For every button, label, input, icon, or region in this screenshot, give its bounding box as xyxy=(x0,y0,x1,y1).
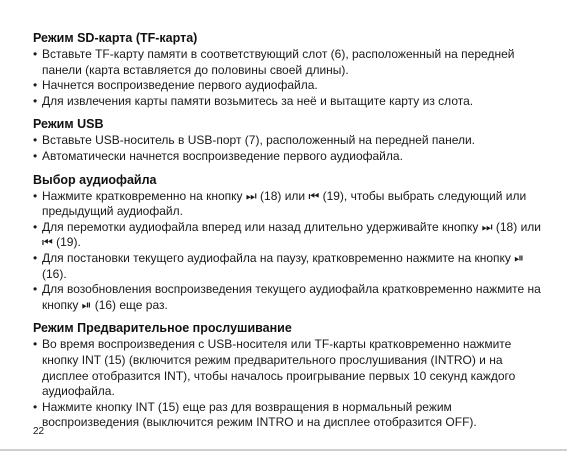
list-item-text: Для перемотки аудиофайла вперед или назад длительно удерживайте кнопку ⏭ (18) или ⏮ (19). xyxy=(42,219,541,250)
section-title: Режим SD-карта (TF-карта) xyxy=(33,31,198,45)
section-usb-mode xyxy=(33,116,543,164)
list-item: • Начнется воспроизведение первого аудиофайла. xyxy=(33,78,318,93)
list-item: • Вставьте USB-носитель в USB-порт (7), расположенный на передней панели. xyxy=(33,133,476,148)
list-item-text: Начнется воспроизведение первого аудиофайла. xyxy=(42,78,318,93)
section-title: Выбор аудиофайла xyxy=(33,172,157,187)
section-title: Режим USB xyxy=(33,117,104,132)
section-title: Режим Предварительное прослушивание xyxy=(33,321,292,336)
list-item-text: Для постановки текущего аудиофайла на паузу, кратковременно нажмите на кнопку ⏯ (16). xyxy=(42,250,524,281)
list-item-text: Для возобновления воспроизведения текущего аудиофайла кратковременно нажмите на кнопку ⏯ (16) еще раз. xyxy=(42,282,541,312)
list-item-text: Автоматически начнется воспроизведение первого аудиофайла. xyxy=(42,148,403,163)
list-item-text: Вставьте TF-карту памяти в соответствующий слот (6), расположенный на передней панели (карта вставляется до половины своей длины). xyxy=(42,47,515,77)
list-item-text: Для извлечения карты памяти возьмитесь за неё и вытащите карту из слота. xyxy=(42,93,474,108)
bullet-list xyxy=(33,337,543,431)
list-item-text: Нажмите кнопку INT (15) еще раз для возвращения в нормальный режим воспроизведения (выключится режим INTRO и на дисплее отобразится OFF). xyxy=(42,399,477,430)
section-intro-mode xyxy=(33,320,543,431)
section-track-selection xyxy=(33,172,543,314)
manual-page xyxy=(33,30,543,438)
list-item: • Для извлечения карты памяти возьмитесь за неё и вытащите карту из слота. xyxy=(33,93,474,108)
list-item-text: Вставьте USB-носитель в USB-порт (7), расположенный на передней панели. xyxy=(42,133,476,148)
page-number: 22 xyxy=(33,426,45,437)
list-item: • Нажмите кратковременно на кнопку ⏭ (18) или ⏮ (19), чтобы выбрать следующий или предыдущий аудиофайл. xyxy=(33,188,527,219)
list-item: • Для возобновления воспроизведения текущего аудиофайла кратковременно нажмите на кнопку ⏯ (16) еще раз. xyxy=(33,282,541,312)
section-sd-card-mode xyxy=(33,30,543,109)
bullet-list xyxy=(33,189,543,314)
list-item-text: Во время воспроизведения с USB-носителя или TF-карты кратковременно нажмите кнопку INT (15) (включится режим предварительного прослушивания (INTRO) и на дисплее отобразится INT), чтобы началось проигрывание первых 10 секунд каждого аудиофайла. xyxy=(42,337,516,399)
list-item: • Для постановки текущего аудиофайла на паузу, кратковременно нажмите на кнопку ⏯ (16). xyxy=(33,250,524,281)
list-item: • Вставьте TF-карту памяти в соответствующий слот (6), расположенный на передней панели (карта вставляется до половины своей длины). xyxy=(33,47,515,77)
list-item: • Во время воспроизведения с USB-носителя или TF-карты кратковременно нажмите кнопку INT (15) (включится режим предварительного прослушивания (INTRO) и на дисплее отобразится INT), чтобы началось проигрывание первых 10 секунд каждого аудиофайла. xyxy=(33,337,516,399)
list-item-text: Нажмите кратковременно на кнопку ⏭ (18) или ⏮ (19), чтобы выбрать следующий или предыдущий аудиофайл. xyxy=(42,188,527,219)
list-item: • Для перемотки аудиофайла вперед или назад длительно удерживайте кнопку ⏭ (18) или ⏮ (19). xyxy=(33,219,541,250)
bottom-divider xyxy=(0,449,567,451)
list-item: • Автоматически начнется воспроизведение первого аудиофайла. xyxy=(33,148,403,163)
bullet-list xyxy=(33,133,543,164)
bullet-list xyxy=(33,47,543,109)
list-item: • Нажмите кнопку INT (15) еще раз для возвращения в нормальный режим воспроизведения (выключится режим INTRO и на дисплее отобразится OFF). xyxy=(33,399,477,430)
